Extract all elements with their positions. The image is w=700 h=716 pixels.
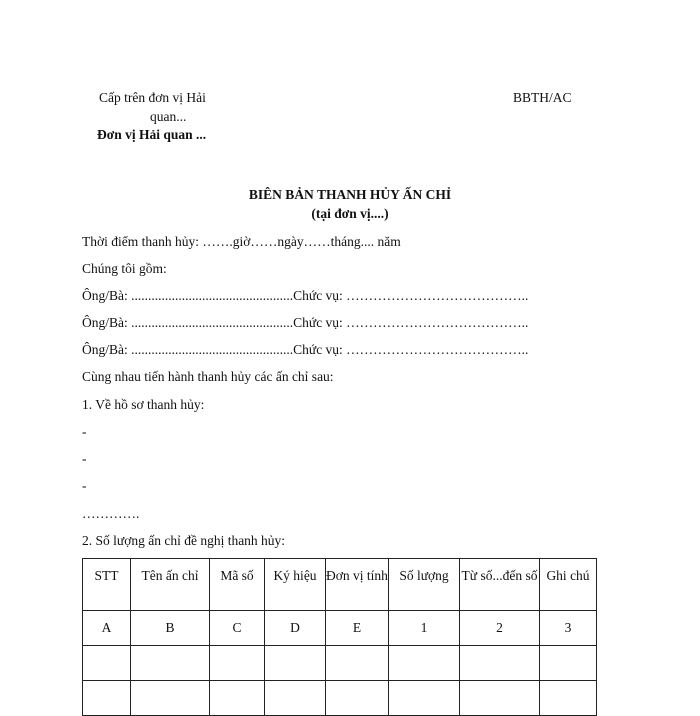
together-line: Cùng nhau tiến hành thanh hủy các ấn chỉ sau:	[82, 369, 334, 384]
table-cell	[460, 646, 540, 681]
table-cell	[540, 646, 597, 681]
table-cell: A	[83, 611, 131, 646]
member-line: Ông/Bà: ................................................Chức vụ: …………………………………..	[82, 342, 529, 357]
table-cell	[265, 681, 326, 716]
ellipsis-line: ………….	[82, 506, 140, 521]
table-cell	[326, 646, 389, 681]
col-header-symbol: Ký hiệu	[265, 559, 326, 611]
table-cell	[210, 681, 265, 716]
superior-unit-line2: quan...	[150, 109, 187, 124]
time-line: Thời điểm thanh hủy: …….giờ……ngày……tháng.... năm	[82, 234, 401, 249]
table-cell: 2	[460, 611, 540, 646]
table-cell: E	[326, 611, 389, 646]
table-cell	[131, 681, 210, 716]
superior-unit-line1: Cấp trên đơn vị Hải	[99, 90, 206, 105]
table-cell: 1	[389, 611, 460, 646]
member-line: Ông/Bà: ................................................Chức vụ: …………………………………..	[82, 288, 529, 303]
dash-item: -	[82, 478, 87, 493]
table-cell	[83, 681, 131, 716]
table-cell	[540, 681, 597, 716]
members-intro: Chúng tôi gồm:	[82, 261, 167, 276]
table-cell	[131, 646, 210, 681]
section-2-heading: 2. Số lượng ấn chỉ đề nghị thanh hủy:	[82, 533, 286, 548]
dash-item: -	[82, 451, 87, 466]
col-header-unit: Đơn vị tính	[326, 559, 389, 611]
table-cell	[389, 681, 460, 716]
table-cell: D	[265, 611, 326, 646]
table-cell	[210, 646, 265, 681]
table-header-row	[83, 559, 597, 611]
table-cell	[265, 646, 326, 681]
table-index-row	[83, 611, 597, 646]
form-code: BBTH/AC	[513, 90, 572, 105]
col-header-note: Ghi chú	[540, 559, 597, 611]
table-row	[83, 681, 597, 716]
table-cell	[326, 681, 389, 716]
col-header-stt: STT	[83, 559, 131, 611]
table-cell: 3	[540, 611, 597, 646]
customs-unit-name: Đơn vị Hải quan ...	[97, 127, 207, 142]
table-cell	[389, 646, 460, 681]
col-header-quantity: Số lượng	[389, 559, 460, 611]
section-1-heading: 1. Về hồ sơ thanh hủy:	[82, 397, 205, 412]
shred-items-table	[82, 558, 597, 716]
document-subtitle: (tại đơn vị....)	[311, 206, 389, 221]
member-line: Ông/Bà: ................................................Chức vụ: …………………………………..	[82, 315, 529, 330]
dash-item: -	[82, 424, 87, 439]
table-cell	[83, 646, 131, 681]
table-cell: C	[210, 611, 265, 646]
document-title: BIÊN BẢN THANH HỦY ẤN CHỈ	[248, 187, 452, 202]
col-header-range: Từ số...đến số	[460, 559, 540, 611]
col-header-name: Tên ấn chỉ	[131, 559, 210, 611]
col-header-code: Mã số	[210, 559, 265, 611]
table-cell: B	[131, 611, 210, 646]
table-row	[83, 646, 597, 681]
table-cell	[460, 681, 540, 716]
